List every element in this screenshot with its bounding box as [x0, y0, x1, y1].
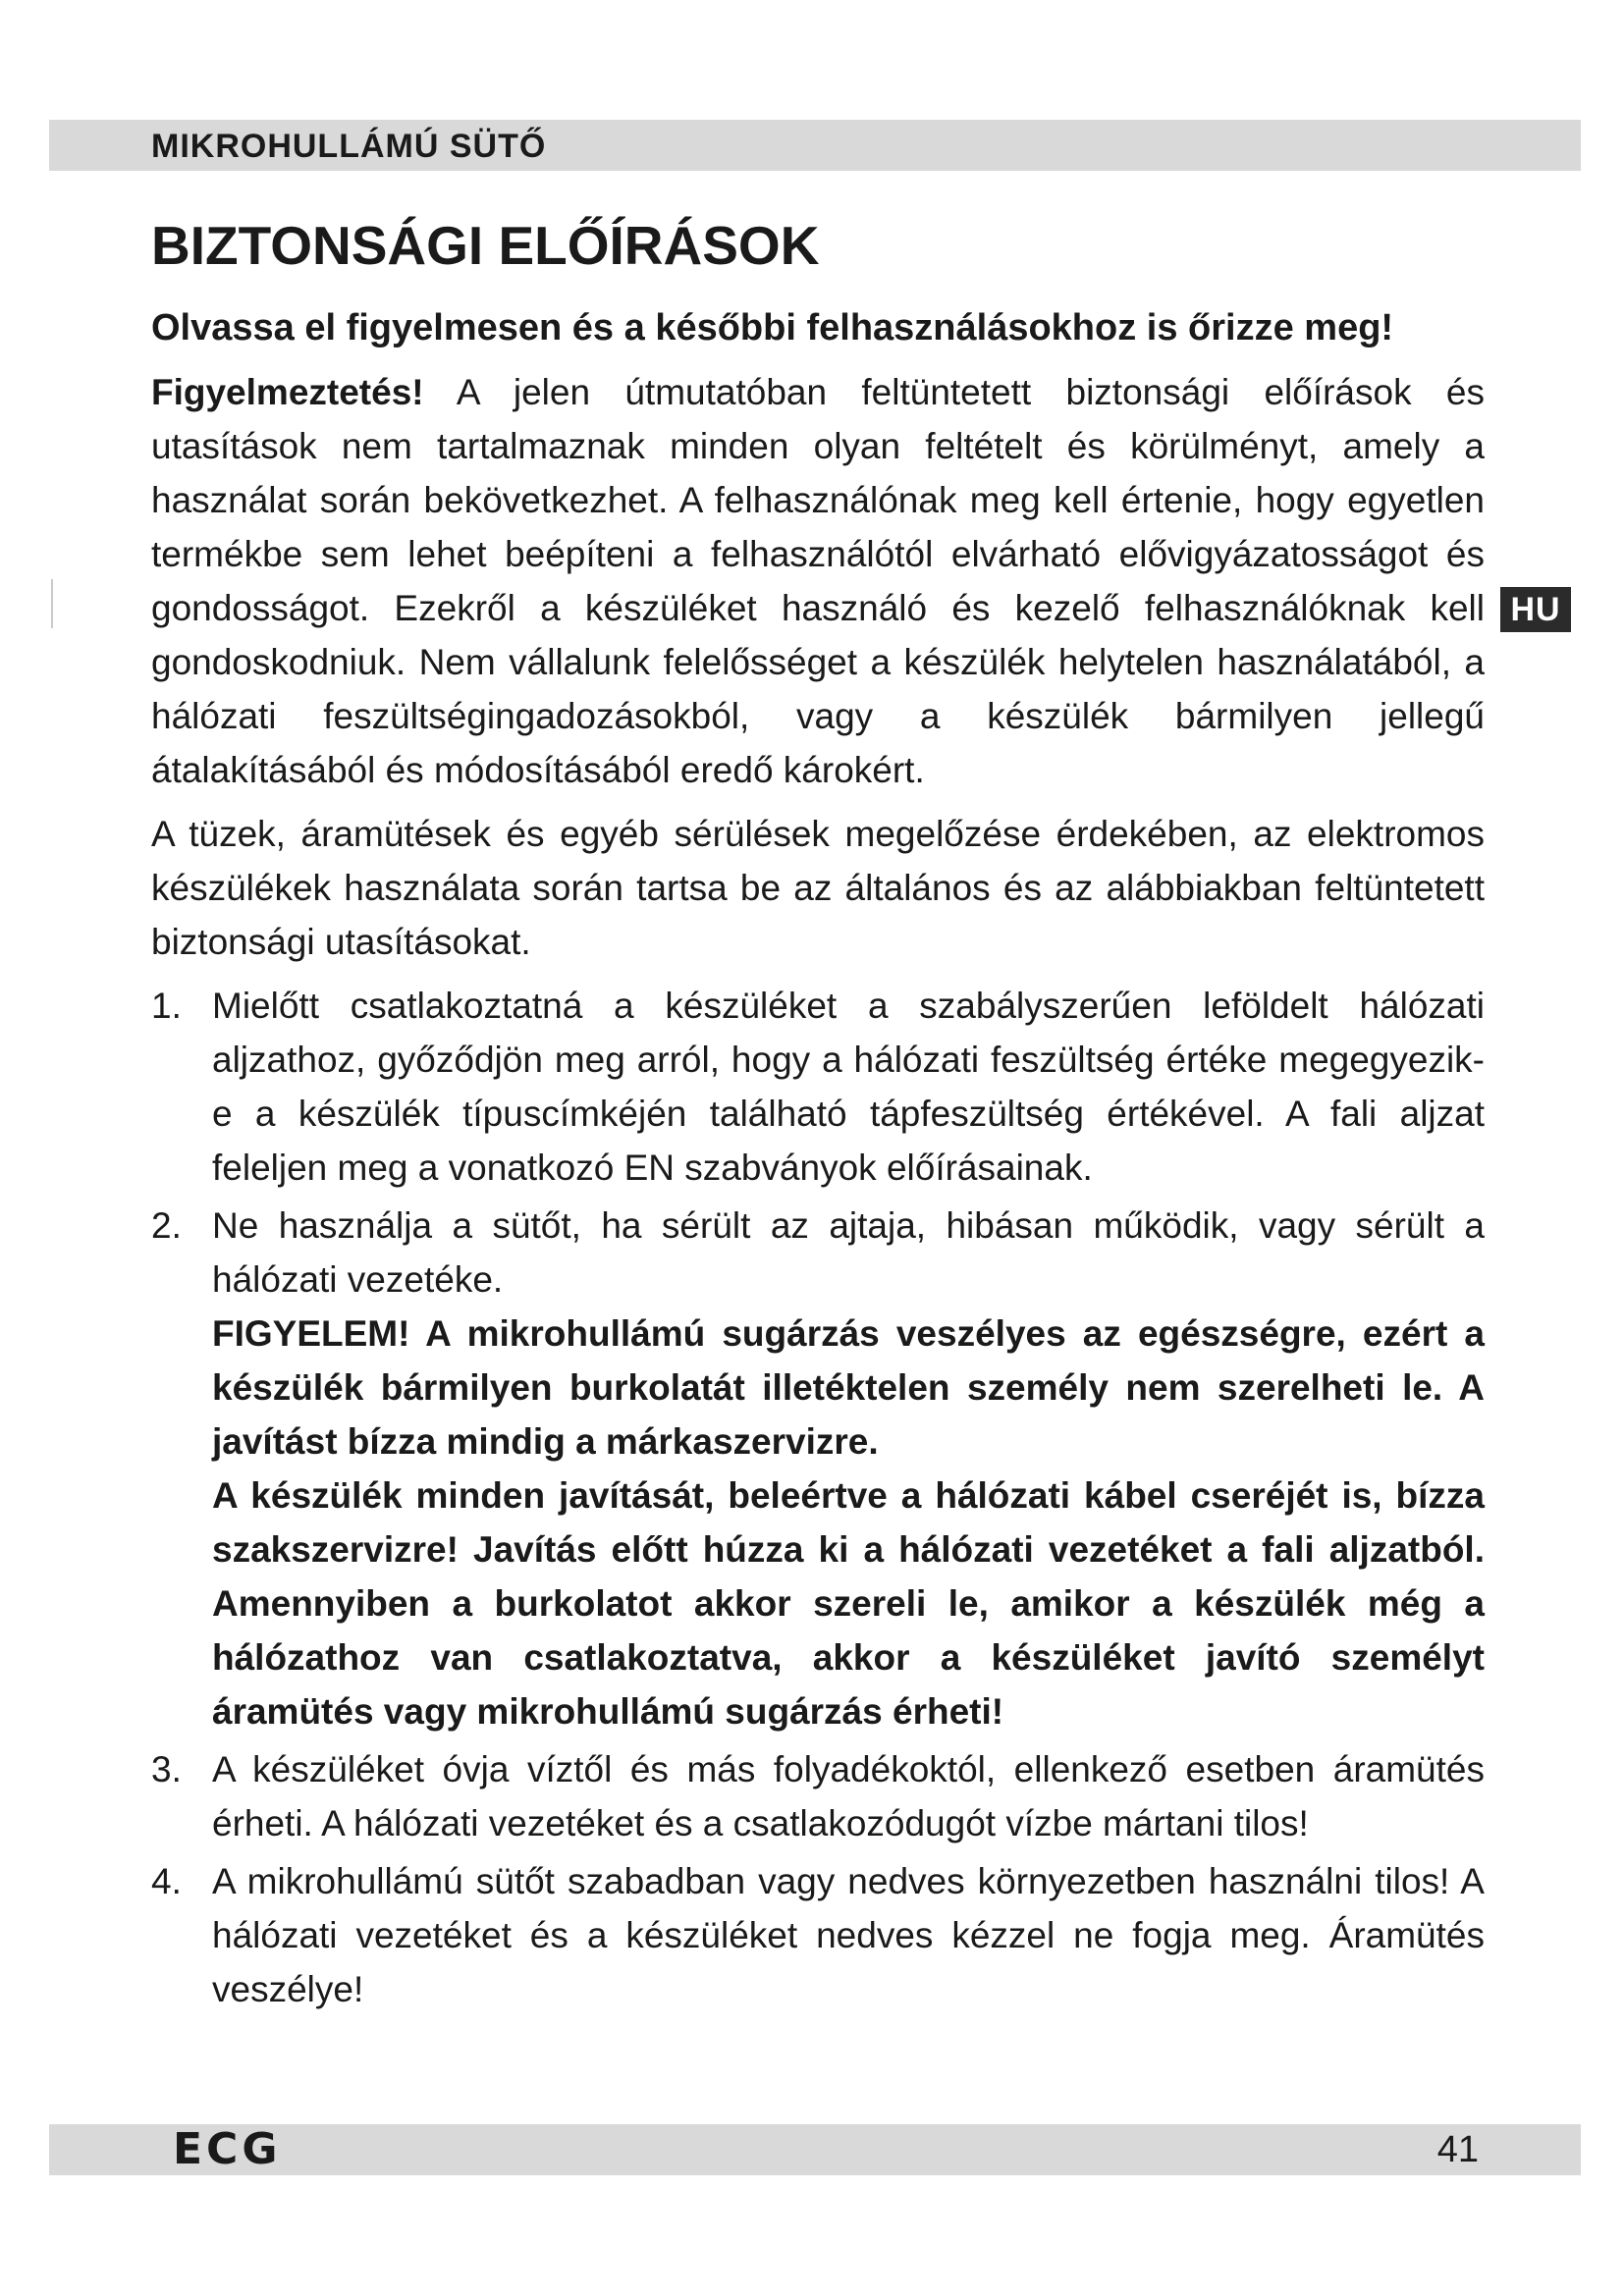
attention-warning: FIGYELEM! A mikrohullámú sugárzás veszélyes az egészségre, ezért a készülék bármilyen burkolatát illetéktelen személy nem szerelheti le. A javítást bízza mindig a márkaszervizre.	[212, 1313, 1485, 1462]
list-item	[151, 1199, 1485, 1738]
header-title: MIKROHULLÁMÚ SÜTŐ	[151, 128, 547, 165]
warning-text: A jelen útmutatóban feltüntetett biztonsági előírások és utasítások nem tartalmaznak minden olyan feltételt és körülményt, amely a használat során bekövetkezhet. A felhasználónak meg kell értenie, hogy egyetlen termékbe sem lehet beépíteni a felhasználótól elvárható elővigyázatosságot és gondosságot. Ezekről a készüléket használó és kezelő felhasználóknak kell gondoskodniuk. Nem vállalunk felelősséget a készülék helytelen használatából, a hálózati feszültségingadozásokból, vagy a készülék bármilyen jellegű átalakításából és módosításából eredő károkért.	[151, 372, 1485, 790]
warning-label: Figyelmeztetés!	[151, 372, 424, 412]
brand-logo: ECG	[173, 2124, 282, 2174]
list-item-text: Mielőtt csatlakoztatná a készüléket a szabályszerűen leföldelt hálózati aljzathoz, győződjön meg arról, hogy a hálózati feszültség értéke megegyezik-e a készülék típuscímkéjén található tápfeszültség értékével. A fali aljzat feleljen meg a vonatkozó EN szabványok előírásainak.	[212, 986, 1485, 1188]
list-item	[151, 1742, 1485, 1850]
page-number: 41	[1436, 2129, 1479, 2170]
intro-paragraph: A tüzek, áramütések és egyéb sérülések megelőzése érdekében, az elektromos készülékek használata során tartsa be az általános és az alábbiakban feltüntetett biztonsági utasításokat.	[151, 814, 1485, 962]
list-item-number: 1.	[151, 986, 182, 1026]
safety-rules-list	[151, 979, 1485, 2016]
list-item-text: A mikrohullámú sütőt szabadban vagy nedves környezetben használni tilos! A hálózati vezetéket és a készüléket nedves kézzel ne fogja meg. Áramütés veszélye!	[212, 1861, 1485, 2009]
list-item-text: Ne használja a sütőt, ha sérült az ajtaja, hibásan működik, vagy sérült a hálózati vezetéke.	[212, 1205, 1485, 1300]
page-subtitle: Olvassa el figyelmesen és a későbbi felhasználásokhoz is őrizze meg!	[151, 307, 1394, 348]
list-item-number: 4.	[151, 1861, 182, 1901]
list-item-text: A készüléket óvja víztől és más folyadékoktól, ellenkező esetben áramütés érheti. A hálózati vezetéket és a csatlakozódugót vízbe mártani tilos!	[212, 1749, 1485, 1843]
footer-bar	[49, 2124, 1581, 2175]
language-tab: HU	[1500, 587, 1571, 632]
header-bar	[49, 120, 1581, 171]
warning-paragraph	[151, 365, 1485, 797]
list-item	[151, 979, 1485, 1195]
list-item-number: 2.	[151, 1205, 182, 1246]
list-item	[151, 1854, 1485, 2016]
repair-warning: A készülék minden javítását, beleértve a hálózati kábel cseréjét is, bízza szakszervizre! Javítás előtt húzza ki a hálózati vezetéket a fali aljzatból. Amennyiben a burkolatot akkor szereli le, amikor a készülék még a hálózathoz van csatlakoztatva, akkor a készüléket javító személyt áramütés vagy mikrohullámú sugárzás érheti!	[212, 1475, 1485, 1732]
list-item-number: 3.	[151, 1749, 182, 1789]
page-title: BIZTONSÁGI ELŐÍRÁSOK	[151, 215, 820, 276]
content	[151, 300, 1485, 2016]
margin-mark	[51, 579, 53, 628]
